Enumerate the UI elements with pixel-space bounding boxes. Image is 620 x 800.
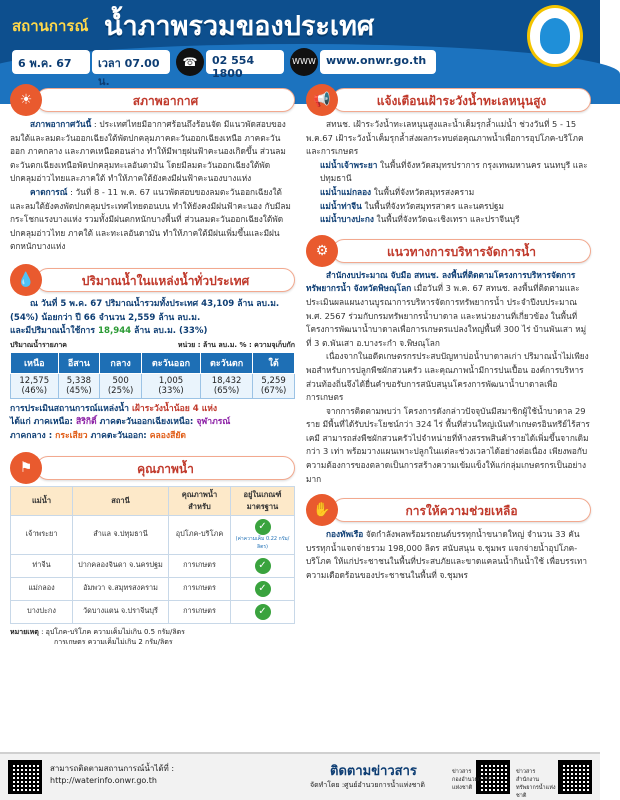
manage-heading: แนวทางการบริหารจัดการน้ำ ⚙ <box>306 235 591 265</box>
gear-icon: ⚙ <box>306 235 338 267</box>
drop-icon <box>540 18 570 54</box>
quality-table: แม่น้ำ สถานี คุณภาพน้ำสำหรับ อยู่ในเกณฑ์มาตรฐาน เจ้าพระยา สำแล จ.ปทุมธานี อุปโภค-บริโภค ✓ (ค่าความเค็ม 0.22 กรัม/ลิตร) ท่าจีน ปากคลองจินดา จ.นครปฐม การเกษตร ✓ แม่กลอง อัมพวา จ.สมุทรสงคราม การเกษตร ✓ บางปะกง วัดบางแตน จ.ปราจีนบุรี การเกษตร ✓ <box>10 486 295 624</box>
weather-heading: สภาพอากาศ ☀ <box>10 84 295 114</box>
check-icon: ✓ <box>255 558 271 574</box>
header-banner <box>0 0 600 88</box>
weather-forecast: คาดการณ์ : วันที่ 8 - 11 พ.ค. 67 แนวพัดสอบของลมตะวันออกเฉียงใต้และลมใต้ยังคงพัดปกคลุมประเทศไทยตอนบน ทำให้ยังคงมีฝนฟ้าคะนอง กับมีลมกระโชกแรงบางแห่ง รวมทั้งมีฝนตกหนักบางพื้นที่ ส่วนลมตะวันออกเฉียงใต้พัดปกคลุมอ่าวไทย ภาคใต้ และทะเลอันดามัน ทำให้ภาคใต้มีฝนเพิ่มขึ้นและมีฝนตกหนักบางแห่ง <box>10 186 291 252</box>
alert-text: สทนช. เฝ้าระวังน้ำทะเลหนุนสูงและน้ำเค็มรุกล้ำแม่น้ำ ช่วงวันที่ 5 - 15 พ.ค.67 เฝ้าระวังน้ำเค็มรุกล้ำส่งผลกระทบต่อคุณภาพน้ำเพื่อการอุปโภค-บริโภค และการเกษตร <box>306 119 584 157</box>
megaphone-icon: 📢 <box>306 84 338 116</box>
alert-item: แม่น้ำท่าจีน ในพื้นที่จังหวัดสมุทรสาคร และนครปฐม <box>320 200 504 211</box>
right-column <box>306 84 591 583</box>
title-small: สถานการณ์ <box>12 17 89 35</box>
onwr-logo <box>527 5 583 67</box>
footer-link[interactable]: http://waterinfo.onwr.go.th <box>50 776 157 785</box>
quality-remark: หมายเหตุ : อุปโภค-บริโภค ความเค็มไม่เกิน 0.5 กรัม/ลิตร การเกษตร ความเค็มไม่เกิน 2 กรัม/ลิตร <box>10 627 185 646</box>
region-table <box>10 352 295 399</box>
help-heading: การให้ความช่วยเหลือ ✋ <box>306 494 591 524</box>
date-label: 6 พ.ค. 67 <box>12 50 90 74</box>
website-link[interactable]: www.onwr.go.th <box>320 50 436 74</box>
water-summary: ณ วันที่ 5 พ.ค. 67 ปริมาณน้ำรวมทั้งประเทศ 43,109 ล้าน ลบ.ม. (54%) น้อยกว่า ปี 66 จำนวน 2,559 ล้าน ลบ.ม. <box>10 298 280 323</box>
time-label: เวลา 07.00 น. <box>92 50 170 74</box>
table-row: เจ้าพระยา สำแล จ.ปทุมธานี อุปโภค-บริโภค ✓ (ค่าความเค็ม 0.22 กรัม/ลิตร) <box>11 515 295 554</box>
qr-caption: ข่าวสาร สำนักงานทรัพยากรน้ำแห่งชาติ <box>516 769 556 799</box>
left-column <box>10 84 295 647</box>
check-icon: ✓ <box>255 581 271 597</box>
footer <box>0 752 600 800</box>
help-text: กองทัพเรือ จัดกำลังพลพร้อมรถยนต์บรรทุกน้ำขนาดใหญ่ จำนวน 33 คัน บรรทุกน้ำแจกจ่ายรวม 198,000 ลิตร สนับสนุน จ.ชุมพร แจกจ่ายน้ำอุปโภค-บริโภค ให้แก่ประชาชนในพื้นที่ประสบภัยและขาดแคลนน้ำกินน้ำใช้ เพื่อบรรเทาความเดือดร้อนของประชาชนในพื้นที่ จ.ชุมพร <box>306 529 588 581</box>
manage-p2: เนื่องจากในอดีตเกษตรกรประสบปัญหาบ่อน้ำบาดาลเก่า ปริมาณน้ำไม่เพียงพอสำหรับการปลูกพืชผักสวนครัว และคุณภาพน้ำมีการปนเปื้อน องค์การบริหารส่วนท้องถิ่นจึงได้ยื่นคำขอรับการสนับสนุนโครงการพัฒนาน้ำบาดาลเพื่อการเกษตร <box>306 351 589 403</box>
alert-heading: แจ้งเตือนเฝ้าระวังน้ำทะเลหนุนสูง 📢 <box>306 84 591 114</box>
table-row: แม่กลอง อัมพวา จ.สมุทรสงคราม การเกษตร ✓ <box>11 577 295 600</box>
alert-item: แม่น้ำบางปะกง ในพื้นที่จังหวัดฉะเชิงเทรา และปราจีนบุรี <box>320 214 520 225</box>
alert-item: แม่น้ำเจ้าพระยา ในพื้นที่จังหวัดสมุทรปราการ กรุงเทพมหานคร นนทบุรี และปทุมธานี <box>320 159 588 184</box>
check-icon: ✓ <box>255 519 271 535</box>
water-heading: ปริมาณน้ำในแหล่งน้ำทั่วประเทศ 💧 <box>10 264 295 294</box>
footer-caption: สามารถติดตามสถานการณ์น้ำได้ที่ : <box>50 764 175 773</box>
footer-credit: จัดทำโดย :ศูนย์อำนวยการน้ำแห่งชาติ <box>310 781 425 789</box>
table-row: ท่าจีน ปากคลองจินดา จ.นครปฐม การเกษตร ✓ <box>11 554 295 577</box>
weather-today: สภาพอากาศวันนี้ : ประเทศไทยมีอากาศร้อนถึงร้อนจัด มีแนวพัดสอบของลมใต้และลมตะวันออกเฉียงใต้พัดปกคลุมภาคตะวันออกเฉียงเหนือ ภาคตะวันออก ภาคกลาง และภาคเหนือตอนล่าง ทำให้มีพายุฝนฟ้าคะนองเกิดขึ้น ส่วนลมตะวันตกเฉียงเหนือพัดปกคลุมทะเลอันดามัน โดยมีลมตะวันออกเฉียงใต้พัดปกคลุมอ่าวไทยและภาคใต้ ทำให้ภาคใต้ยังคงมีฝนฟ้าคะนองบางแห่ง <box>10 119 286 184</box>
quality-heading: คุณภาพน้ำ ⚑ <box>10 452 295 482</box>
footer-follow: ติดตามข่าวสาร <box>330 764 417 779</box>
qr-caption: ข่าวสาร กองอำนวยการน้ำแห่งชาติ <box>452 769 495 791</box>
qr-code-icon[interactable] <box>8 760 42 794</box>
table-row: บางปะกง วัดบางแตน จ.ปราจีนบุรี การเกษตร ✓ <box>11 600 295 623</box>
check-icon: ✓ <box>255 604 271 620</box>
www-icon: WWW <box>290 48 318 76</box>
quality-icon: ⚑ <box>10 452 42 484</box>
region-value-row: 12,575 (46%) 5,338 (45%) 500 (25%) 1,005 (33%) 18,432 (65%) 5,259 (67%) <box>11 373 295 398</box>
page-title: น้ำภาพรวมของประเทศ <box>104 11 374 42</box>
table-caption-row: ปริมาณน้ำรายภาค หน่วย : ล้าน ลบ.ม. % : ความจุเก็บกัก <box>10 340 295 349</box>
phone-icon: ☎ <box>176 48 204 76</box>
qr-code-icon[interactable] <box>558 760 592 794</box>
weather-icon: ☀ <box>10 84 42 116</box>
manage-p3: จากการติดตามพบว่า โครงการดังกล่าวปัจจุบันมีสมาชิกผู้ใช้น้ำบาดาล 29 ราย มีพื้นที่ได้รับประโยชน์กว่า 324 ไร่ พื้นที่ส่วนใหญ่เน้นทำเกษตรอินทรีย์ไร้สารเคมี สามารถส่งพืชผักสวนครัวไปจำหน่ายที่ห้างสรรพสินค้ารายได้เพิ่มขึ้นจากเดิมกว่า 3 เท่า พร้อมวางแผนเพาะปลูกในแต่ละช่วงเวลาได้อย่างต่อเนื่อง เพียงพอกับความต้องการของตลาดเป็นการสร้างความเข้มแข็งให้แก่กลุ่มเกษตรกรเป็นอย่างมาก <box>306 405 590 484</box>
reservoir-icon: 💧 <box>10 264 42 296</box>
alert-item: แม่น้ำแม่กลอง ในพื้นที่จังหวัดสมุทรสงคราม <box>320 186 475 197</box>
water-usable: และมีปริมาณน้ำใช้การ 18,944 ล้าน ลบ.ม. (33%) <box>10 326 208 337</box>
manage-p1: สำนักงบประมาณ จับมือ สทนช. ลงพื้นที่ติดตามโครงการบริหารจัดการทรัพยากรน้ำ จังหวัดพิษณุโลก เมื่อวันที่ 3 พ.ค. 67 สทนช. ลงพื้นที่ติดตามและประเมินผลแผนงานบูรณาการบริหารจัดการทรัพยากรน้ำ ประจำปีงบประมาณ พ.ศ. 2567 ร่วมกับกรมทรัพยากรน้ำบาดาล และหน่วยงานที่เกี่ยวข้อง ในพื้นที่โครงการพัฒนาน้ำบาดาลเพื่อการเกษตรแปลงใหญ่พื้นที่ 300 ไร่ บ้านพันเสา หมู่ที่ 3 ต.พันเสา อ.บางระกำ จ.พิษณุโลก <box>306 269 587 348</box>
phone-number[interactable]: 02 554 1800 <box>206 50 284 74</box>
region-header-row: เหนือ อีสาน กลาง ตะวันออก ตะวันตก ใต้ <box>11 352 295 373</box>
assessment: การประเมินสถานการณ์แหล่งน้ำ เฝ้าระวังน้ำน้อย 4 แห่ง ได้แก่ ภาคเหนือ: สิริกิติ์ ภาคตะวันออกเฉียงเหนือ: จุฬาภรณ์ ภาคกลาง : กระเสียว ภาคตะวันออก: คลองสียัด <box>10 403 231 441</box>
hand-icon: ✋ <box>306 494 338 526</box>
